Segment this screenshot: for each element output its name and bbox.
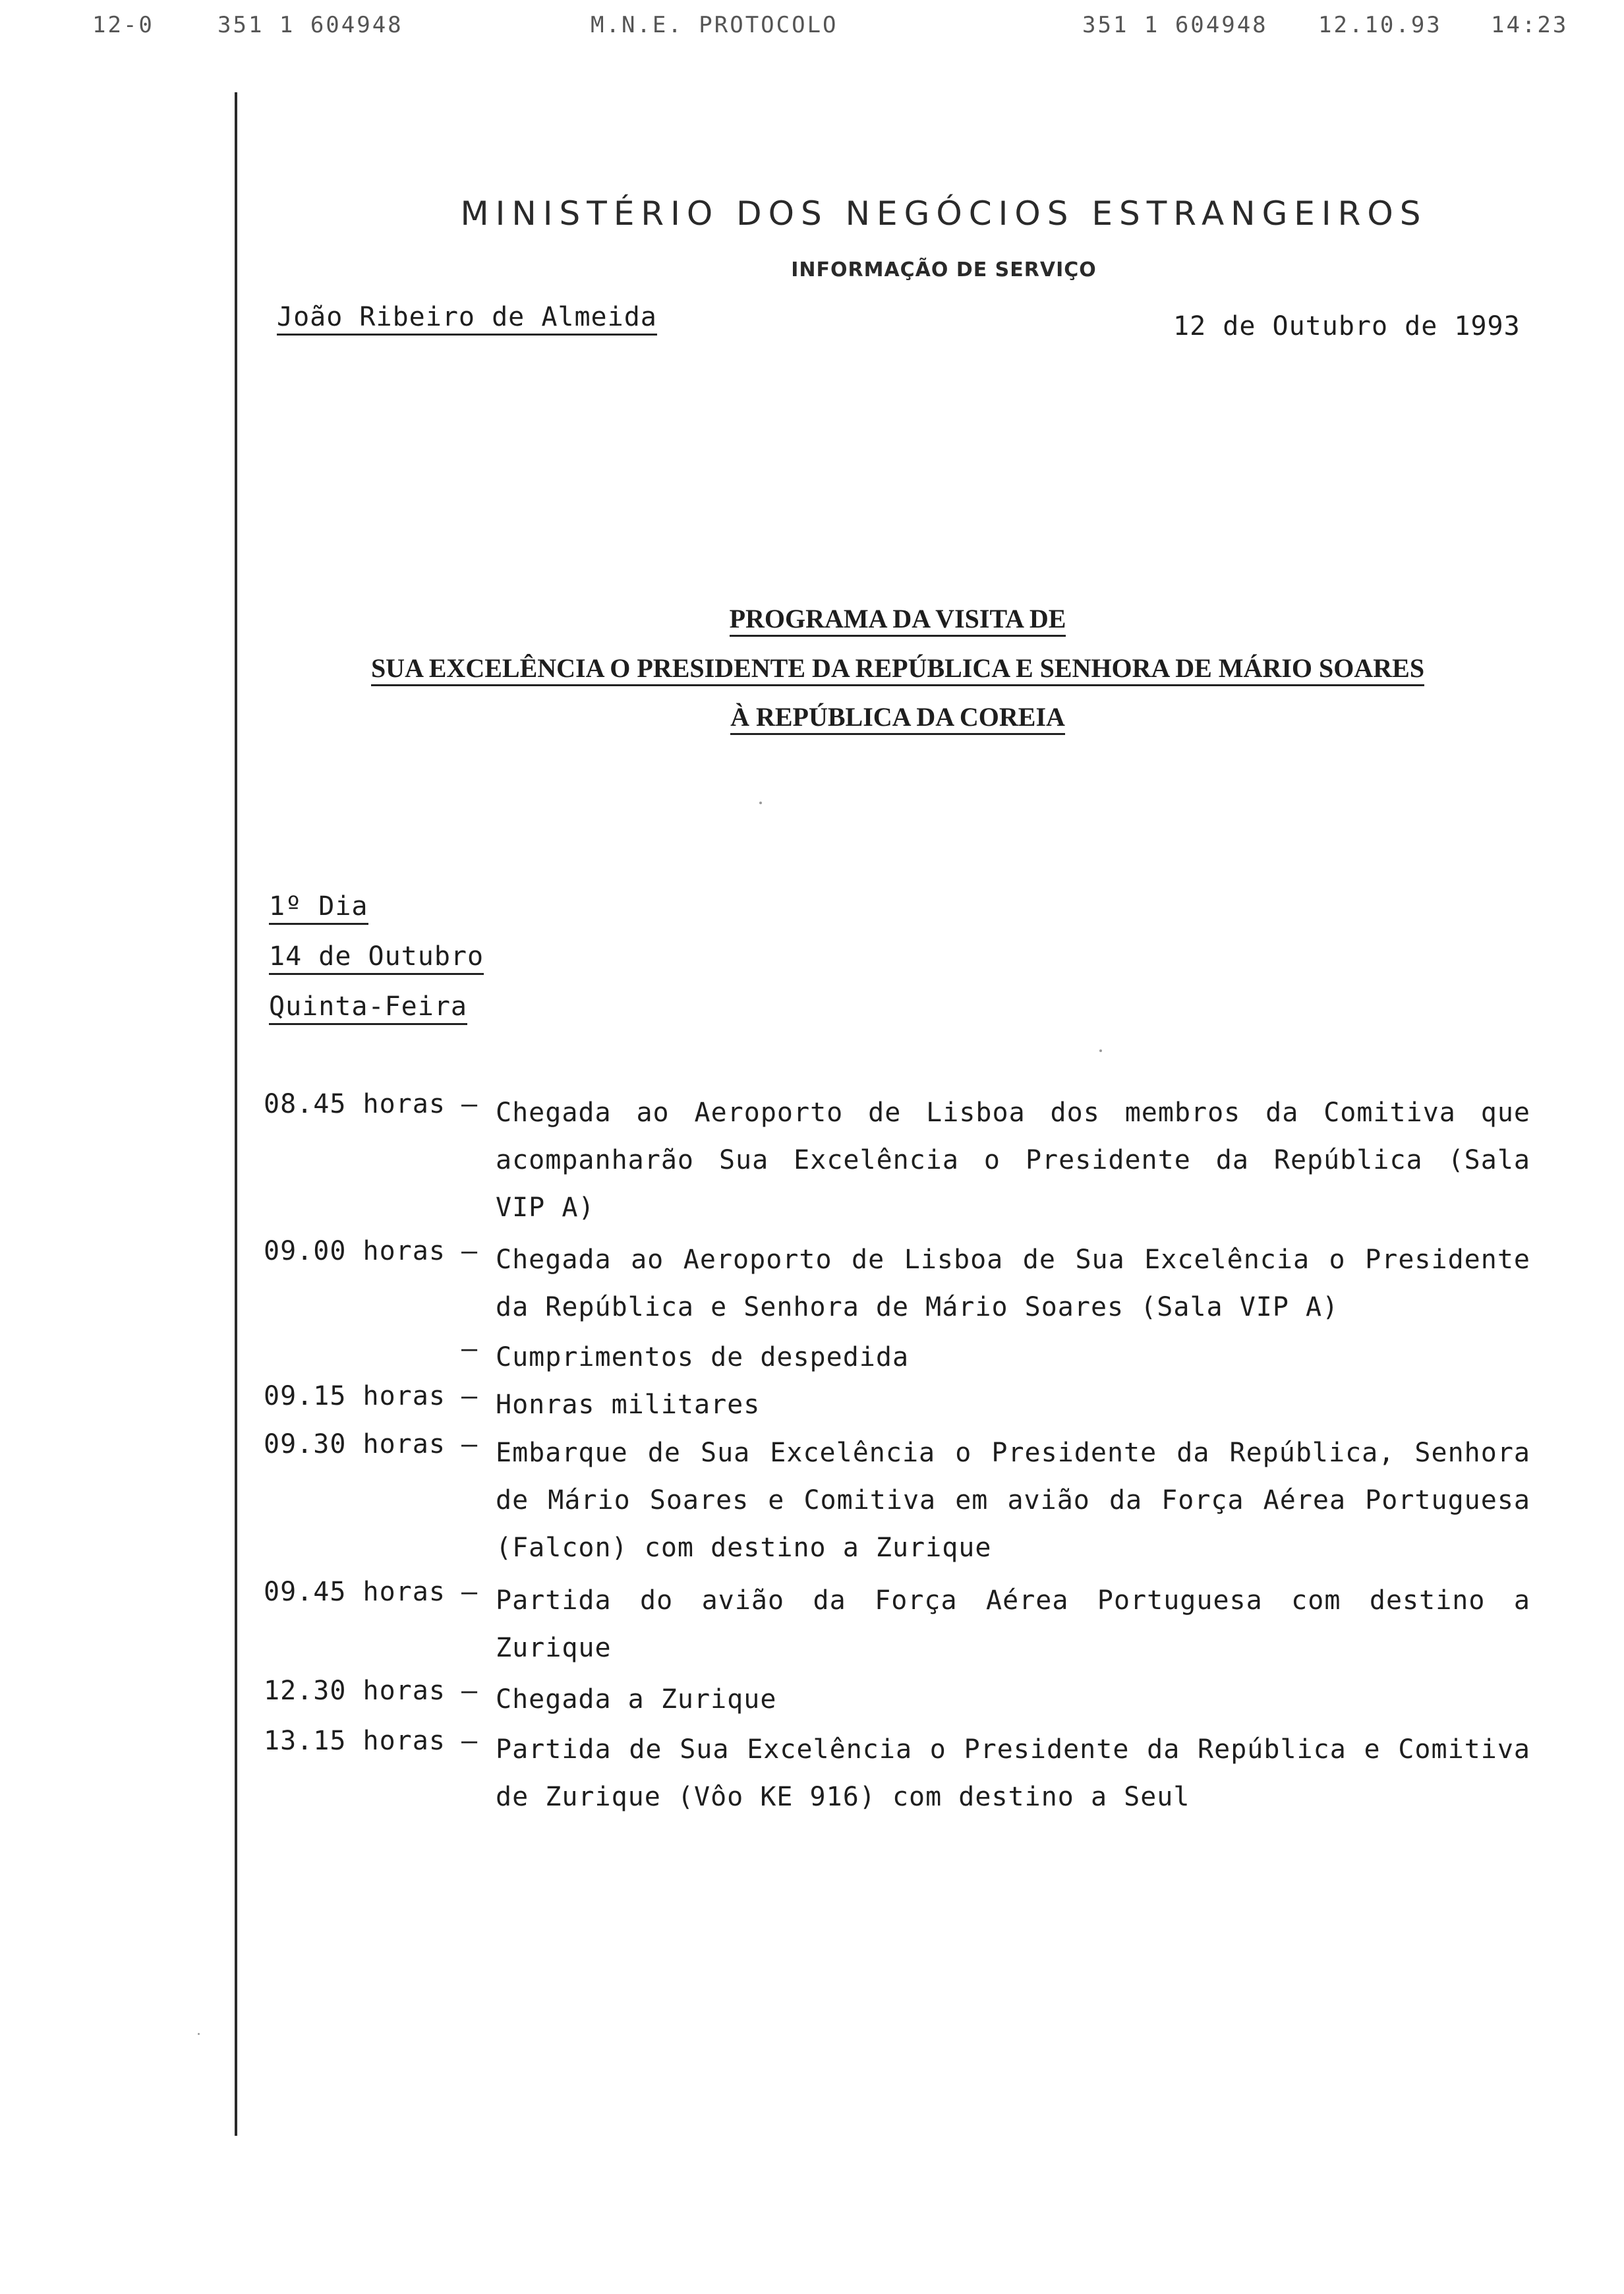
title-line-3: À REPÚBLICA DA COREIA [0, 701, 1624, 732]
day-weekday: Quinta-Feira [269, 991, 467, 1025]
schedule-time: 08.45 horas [264, 1089, 446, 1119]
title-line-2: SUA EXCELÊNCIA O PRESIDENTE DA REPÚBLICA E SENHORA DE MÁRIO SOARES [0, 653, 1624, 684]
author-name: João Ribeiro de Almeida [277, 302, 657, 336]
schedule-time: 12.30 horas [264, 1676, 446, 1706]
schedule-description: Partida do avião da Força Aérea Portuguesa com destino a Zurique [496, 1585, 1530, 1663]
schedule-time: 09.15 horas [264, 1381, 446, 1411]
document-type: INFORMAÇÃO DE SERVIÇO [791, 258, 1097, 281]
schedule-description: Honras militares [496, 1390, 761, 1420]
schedule-description: Chegada ao Aeroporto de Lisboa de Sua Excelência o Presidente da República e Senhora de Mário Soares (Sala VIP A) [496, 1245, 1530, 1322]
schedule-description: Cumprimentos de despedida [496, 1342, 910, 1372]
schedule-dash: – [461, 1676, 478, 1706]
margin-line [235, 92, 237, 2136]
scan-speck [198, 2033, 200, 2035]
fax-receiver-number: 351 1 604948 [1082, 12, 1268, 38]
schedule-time: 09.00 horas [264, 1236, 446, 1266]
schedule-time: 09.45 horas [264, 1577, 446, 1607]
scan-speck [1099, 1049, 1102, 1052]
schedule-dash: – [461, 1429, 478, 1459]
fax-time: 14:23 [1491, 12, 1569, 38]
schedule-dash: – [461, 1334, 478, 1364]
title-line-1: PROGRAMA DA VISITA DE [0, 603, 1624, 634]
schedule-time: 09.30 horas [264, 1429, 446, 1459]
fax-sender-name: M.N.E. PROTOCOLO [591, 12, 838, 38]
day-date: 14 de Outubro [269, 941, 484, 975]
schedule-description: Partida de Sua Excelência o Presidente da República e Comitiva de Zurique (Vôo KE 916) com destino a Seul [496, 1734, 1530, 1812]
document-date: 12 de Outubro de 1993 [1173, 311, 1521, 341]
schedule-dash: – [461, 1236, 478, 1266]
fax-date: 12.10.93 [1318, 12, 1442, 38]
schedule-dash: – [461, 1089, 478, 1119]
fax-sender-number: 351 1 604948 [218, 12, 403, 38]
day-label: 1º Dia [269, 891, 368, 925]
ministry-heading: MINISTÉRIO DOS NEGÓCIOS ESTRANGEIROS [460, 194, 1428, 233]
schedule-description: Chegada ao Aeroporto de Lisboa dos membros da Comitiva que acompanharão Sua Excelência o Presidente da República (Sala VIP A) [496, 1098, 1530, 1223]
schedule-dash: – [461, 1381, 478, 1411]
schedule-dash: – [461, 1726, 478, 1756]
schedule-description: Embarque de Sua Excelência o Presidente da República, Senhora de Mário Soares e Comitiva em avião da Força Aérea Portuguesa (Falcon) com destino a Zurique [496, 1438, 1530, 1563]
scan-speck [759, 802, 762, 804]
schedule-time: 13.15 horas [264, 1726, 446, 1756]
fax-page-code: 12-0 [92, 12, 154, 38]
schedule-dash: – [461, 1577, 478, 1607]
schedule-description: Chegada a Zurique [496, 1684, 777, 1715]
